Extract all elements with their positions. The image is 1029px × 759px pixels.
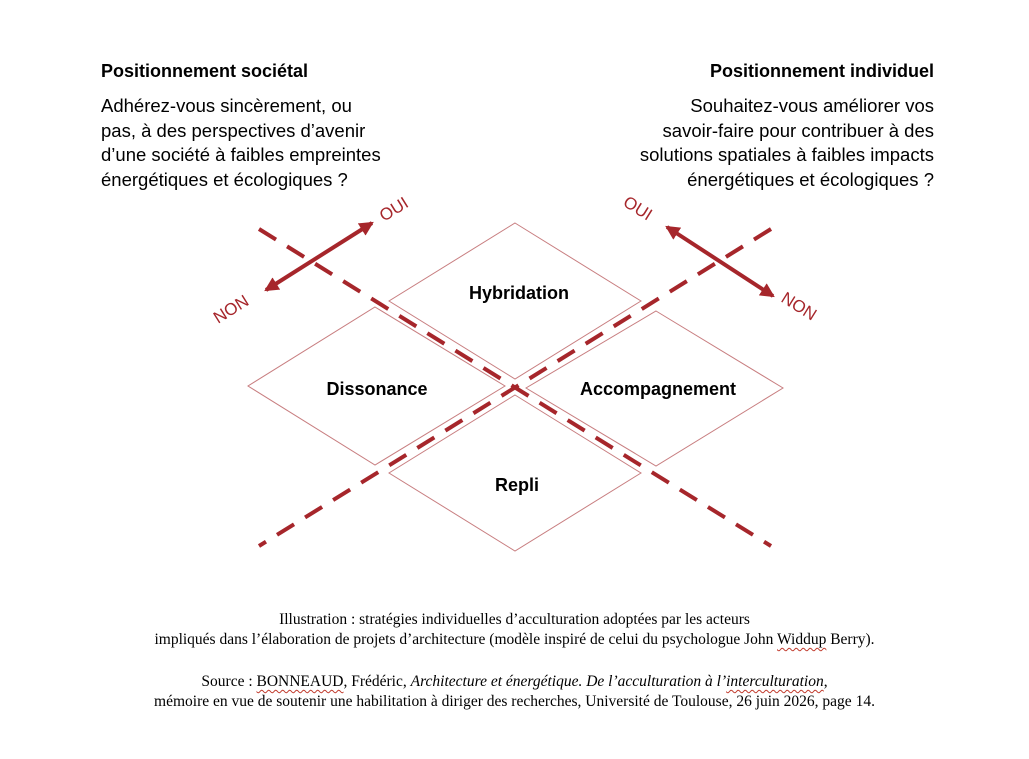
source-line: [0, 672, 1029, 692]
individual-yes-label: OUI: [619, 192, 656, 225]
repli-quadrant-shape: [389, 395, 641, 551]
hybridation-label: Hybridation: [468, 283, 570, 303]
individual-positioning-title: Positionnement individuel: [709, 61, 934, 81]
societal-question-line: énergétiques et écologiques ?: [101, 168, 348, 190]
accompagnement-label: Accompagnement: [579, 379, 737, 399]
caption-line: [0, 630, 1029, 650]
caption-text: impliqués dans l’élaboration de projets d’architecture (modèle inspiré de celui du psychologue John: [154, 631, 778, 648]
individual-question-line: Souhaitez-vous améliorer vos: [690, 95, 934, 116]
repli-label: Repli: [494, 475, 540, 495]
source-title: Architecture et énergétique. De l’acculturation à l’: [410, 673, 727, 690]
source-text: ,: [823, 673, 828, 690]
societal-question-line: Adhérez-vous sincèrement, ou: [101, 95, 352, 116]
individual-question-line: énergétiques et écologiques ?: [687, 168, 934, 190]
source-title-underlined: interculturation: [726, 673, 824, 690]
societal-yes-label: OUI: [376, 193, 412, 226]
source-text: , Frédéric,: [343, 673, 411, 690]
source-prefix: Source :: [201, 673, 257, 690]
caption-text: Berry).: [826, 631, 875, 648]
societal-question-line: d’une société à faibles empreintes: [101, 144, 381, 165]
societal-positioning-title: Positionnement sociétal: [101, 61, 309, 81]
societal-yes-no-arrow: [266, 223, 372, 290]
societal-no-label: NON: [210, 291, 253, 328]
individual-question-line: savoir-faire pour contribuer à des: [662, 119, 934, 141]
source-author: BONNEAUD: [256, 673, 344, 690]
dissonance-label: Dissonance: [326, 379, 428, 399]
figure-caption: [0, 610, 1029, 712]
caption-line: Illustration : stratégies individuelles d’acculturation adoptées par les acteurs: [279, 611, 750, 628]
societal-question-line: pas, à des perspectives d’avenir: [101, 119, 366, 141]
caption-underlined-word: Widdup: [777, 631, 827, 648]
individual-question-line: solutions spatiales à faibles impacts: [639, 144, 934, 165]
individual-no-label: NON: [777, 288, 820, 325]
source-line: mémoire en vue de soutenir une habilitation à diriger des recherches, Université de Toulouse, 26 juin 2026, page 14.: [154, 693, 875, 710]
